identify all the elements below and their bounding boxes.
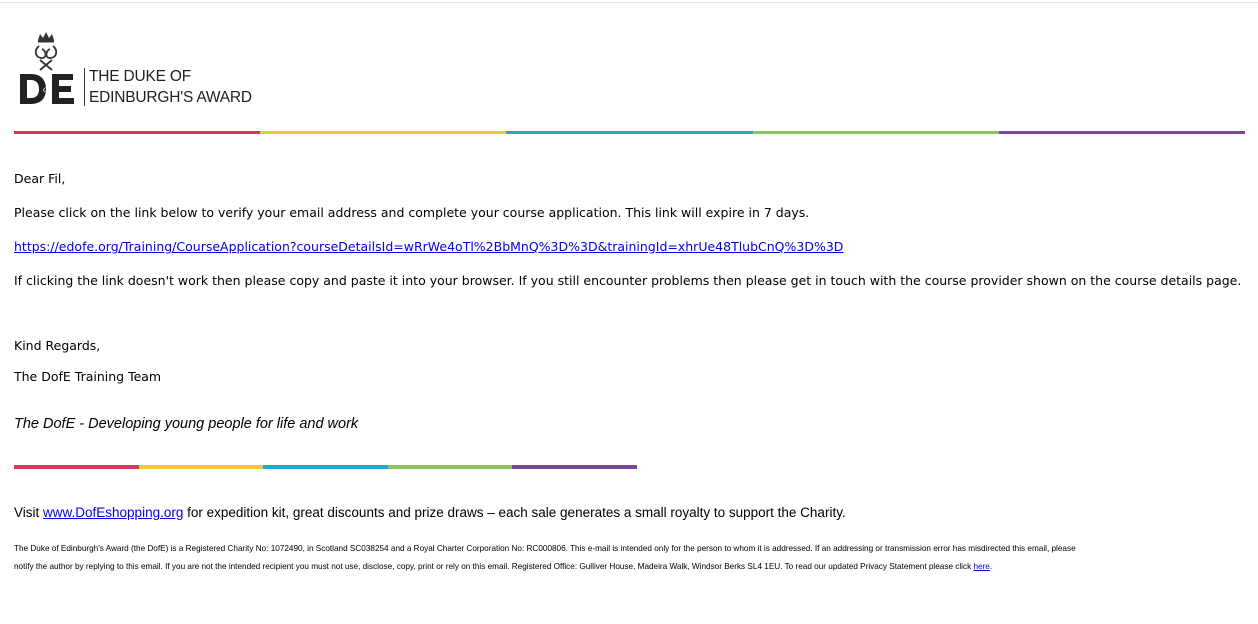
fallback-text: If clicking the link doesn't work then please copy and paste it into your browser. If you still encounter problems then please get in touch with the course provider shown on the course details page. xyxy=(14,273,1242,288)
instruction-text: Please click on the link below to verify your email address and complete your course application. This link will expire in 7 days. xyxy=(14,205,810,220)
footer-line-2 xyxy=(14,558,1076,576)
sign-off: Kind Regards, xyxy=(14,338,101,353)
logo-wordmark xyxy=(89,66,252,108)
dofe-shopping-link[interactable]: www.DofEshopping.org xyxy=(43,505,184,520)
dofe-logo xyxy=(18,30,278,110)
promo-suffix: for expedition kit, great discounts and prize draws – each sale generates a small royalty to support the Charity. xyxy=(183,505,846,520)
shopping-promo xyxy=(14,504,846,522)
bar-segment-purple xyxy=(999,131,1245,134)
header-color-bar xyxy=(14,131,1245,134)
greeting: Dear Fil, xyxy=(14,171,66,186)
bar-segment-red xyxy=(14,131,260,134)
promo-prefix: Visit xyxy=(14,505,44,520)
footer-line-2-end: . xyxy=(989,562,993,571)
tagline: The DofE - Developing young people for life and work xyxy=(14,416,359,432)
bar-segment-blue xyxy=(506,131,752,134)
svg-text:of: of xyxy=(43,85,51,94)
top-border xyxy=(0,2,1258,3)
privacy-statement-link[interactable]: here xyxy=(973,562,990,571)
bar-segment-purple xyxy=(512,465,637,469)
bar-segment-yellow xyxy=(139,465,264,469)
logo-line-2: EDINBURGH'S AWARD xyxy=(89,89,252,106)
footer-line-1: The Duke of Edinburgh's Award (the DofE) is a Registered Charity No: 1072490, in Scotland SC038254 and a Royal Charter Corporation No: RC000806. This e-mail is intended only for the person to whom it is addressed. If an addressing or transmission error has misdirected this email, please xyxy=(14,544,1076,553)
footer-line-2-text: notify the author by replying to this email. If you are not the intended recipient you must not use, disclose, copy, print or rely on this email. Registered Office: Gulliver House, Madeira Walk, Windsor Berks SL4 1EU. To read our updated Privacy Statement please click xyxy=(14,562,974,571)
dofe-logo-mark-icon xyxy=(18,30,80,108)
bar-segment-red xyxy=(14,465,139,469)
bar-segment-blue xyxy=(263,465,388,469)
signature-color-bar xyxy=(14,465,637,469)
legal-footer xyxy=(14,540,1076,576)
logo-divider xyxy=(84,68,85,106)
sender-team: The DofE Training Team xyxy=(14,369,162,384)
bar-segment-yellow xyxy=(260,131,506,134)
bar-segment-green xyxy=(388,465,513,469)
bar-segment-green xyxy=(753,131,999,134)
logo-line-1: THE DUKE OF xyxy=(89,68,192,85)
verify-email-link[interactable]: https://edofe.org/Training/CourseApplication?courseDetailsId=wRrWe4oTl%2BbMnQ%3D%3D&trainingId=xhrUe48TlubCnQ%3D%3D xyxy=(14,239,844,254)
